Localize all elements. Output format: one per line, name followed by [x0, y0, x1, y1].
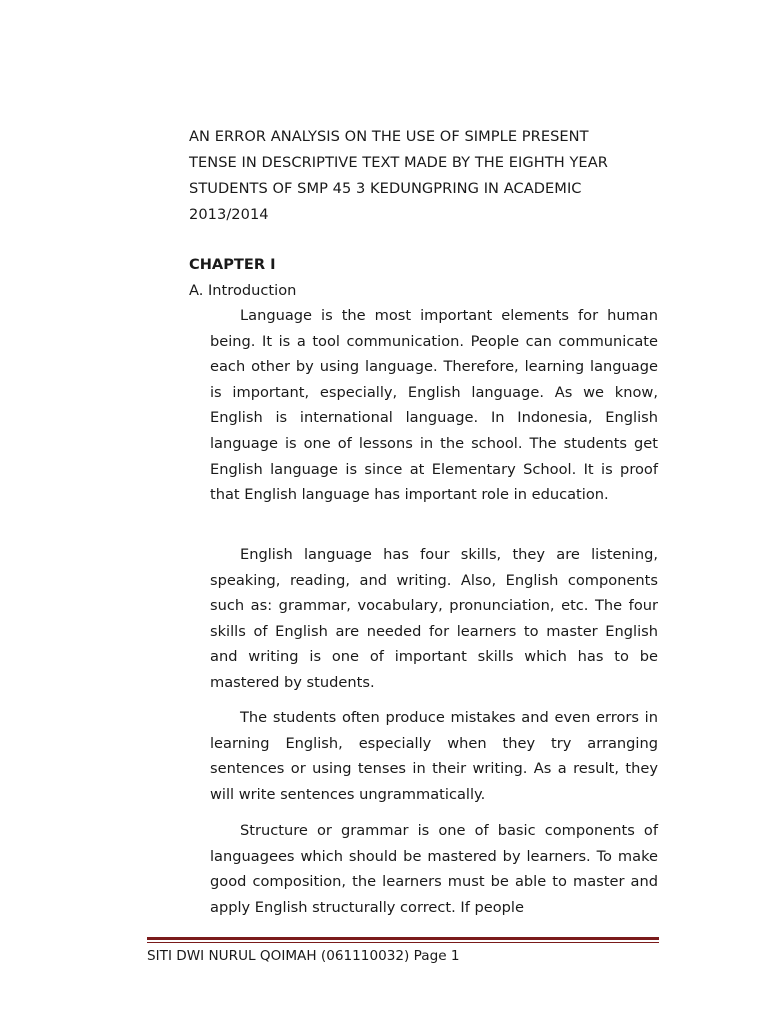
- page-footer: SITI DWI NURUL QOIMAH (061110032) Page 1: [147, 948, 460, 964]
- section-heading: A. Introduction: [189, 282, 297, 299]
- paragraph: [210, 818, 658, 920]
- footer-divider-thin: [147, 942, 659, 943]
- paragraph: [210, 303, 658, 508]
- title-line: TENSE IN DESCRIPTIVE TEXT MADE BY THE EIGHTH YEAR: [189, 154, 608, 171]
- paragraph-text: English language has four skills, they are listening, speaking, reading, and writing. Also, English components such as: grammar, vocabulary, pronunciation, etc. The four skills of English are needed for learners to master English and writing is one of important skills which has to be mastered by students.: [210, 546, 658, 691]
- paragraph: [210, 705, 658, 807]
- title-line: AN ERROR ANALYSIS ON THE USE OF SIMPLE PRESENT: [189, 128, 589, 145]
- title-line: STUDENTS OF SMP 45 3 KEDUNGPRING IN ACADEMIC: [189, 180, 582, 197]
- document-title: [189, 124, 649, 228]
- paragraph-text: Structure or grammar is one of basic components of languagees which should be mastered by learners. To make good composition, the learners must be able to master and apply English structurally correct. If people: [210, 822, 658, 916]
- paragraph-text: The students often produce mistakes and even errors in learning English, especially when they try arranging sentences or using tenses in their writing. As a result, they will write sentences ungrammatically.: [210, 709, 658, 803]
- paragraph-text: Language is the most important elements for human being. It is a tool communication. People can communicate each other by using language. Therefore, learning language is important, especially, English language. As we know, English is international language. In Indonesia, English language is one of lessons in the school. The students get English language is since at Elementary School. It is proof that English language has important role in education.: [210, 307, 658, 504]
- footer-divider-thick: [147, 937, 659, 940]
- chapter-heading: CHAPTER I: [189, 256, 276, 273]
- title-line: 2013/2014: [189, 206, 269, 223]
- paragraph: [210, 542, 658, 696]
